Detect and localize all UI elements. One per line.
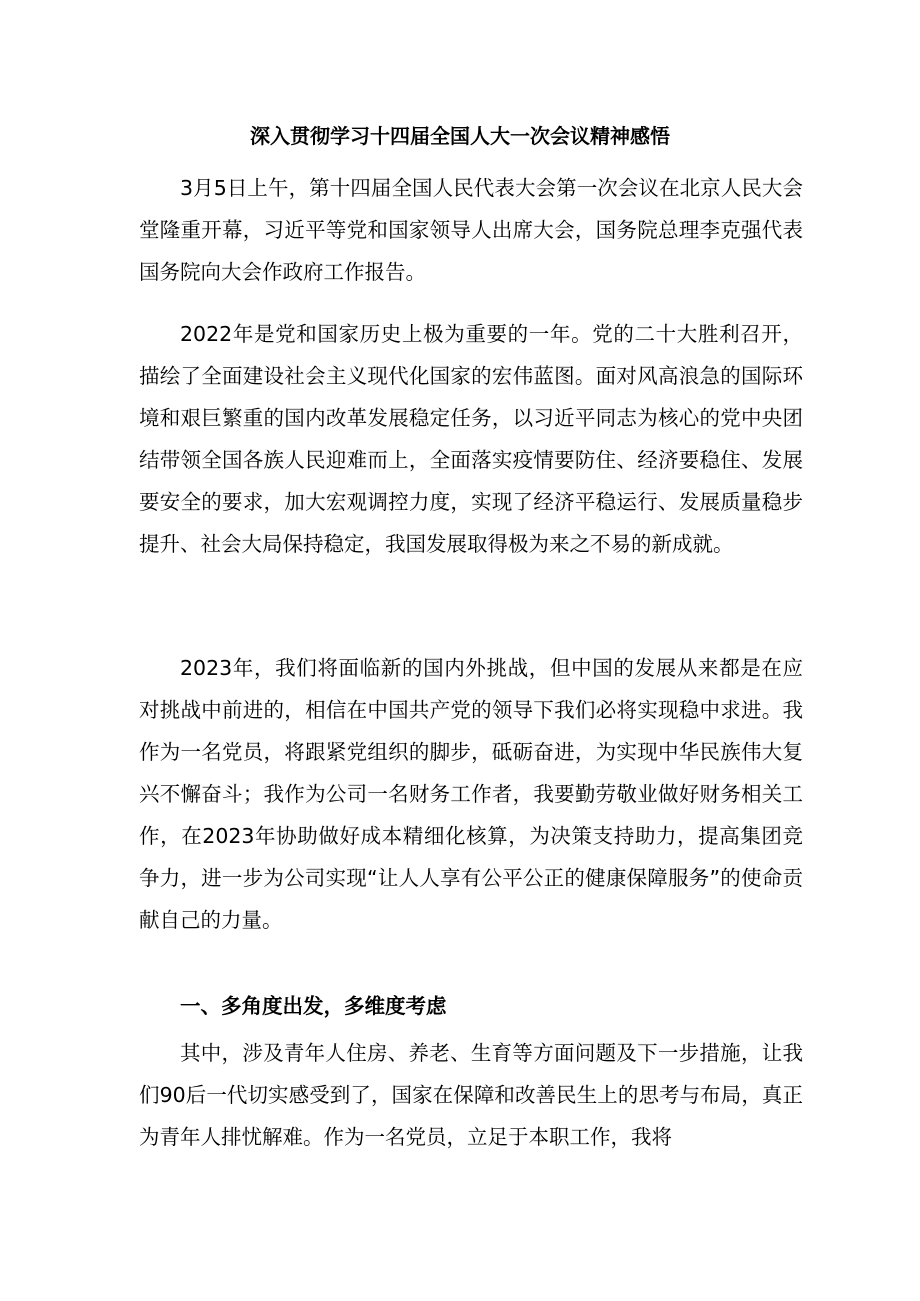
paragraph-3: 2023年，我们将面临新的国内外挑战，但中国的发展从来都是在应对挑战中前进的，相信在中国共产党的领导下我们必将实现稳中求进。我作为一名党员，将跟紧党组织的脚步，砥砺奋进，为实现中华民族伟大复兴不懈奋斗；我作为公司一名财务工作者，我要勤劳敬业做好财务相关工作，在2023年协助做好成本精细化核算，为决策支持助力，提高集团竞争力，进一步为公司实现“让人人享有公平公正的健康保障服务”的使命贡献自己的力量。 [139,656,803,932]
section-heading: 一、多角度出发，多维度考虑 [180,994,447,1018]
paragraph-2: 2022年是党和国家历史上极为重要的一年。党的二十大胜利召开，描绘了全面建设社会主义现代化国家的宏伟蓝图。面对风高浪急的国际环境和艰巨繁重的国内改革发展稳定任务，以习近平同志为核心的党中央团结带领全国各族人民迎难而上，全面落实疫情要防住、经济要稳住、发展要安全的要求，加大宏观调控力度，实现了经济平稳运行、发展质量稳步提升、社会大局保持稳定，我国发展取得极为来之不易的新成就。 [139,322,803,556]
document-title: 深入贯彻学习十四届全国人大一次会议精神感悟 [250,124,670,148]
section-paragraph: 其中，涉及青年人住房、养老、生育等方面问题及下一步措施，让我们90后一代切实感受到了，国家在保障和改善民生上的思考与布局，真正为青年人排忧解难。作为一名党员，立足于本职工作，我将 [139,1041,803,1149]
paragraph-1: 3月5日上午，第十四届全国人民代表大会第一次会议在北京人民大会堂隆重开幕，习近平等党和国家领导人出席大会，国务院总理李克强代表国务院向大会作政府工作报告。 [139,176,803,284]
